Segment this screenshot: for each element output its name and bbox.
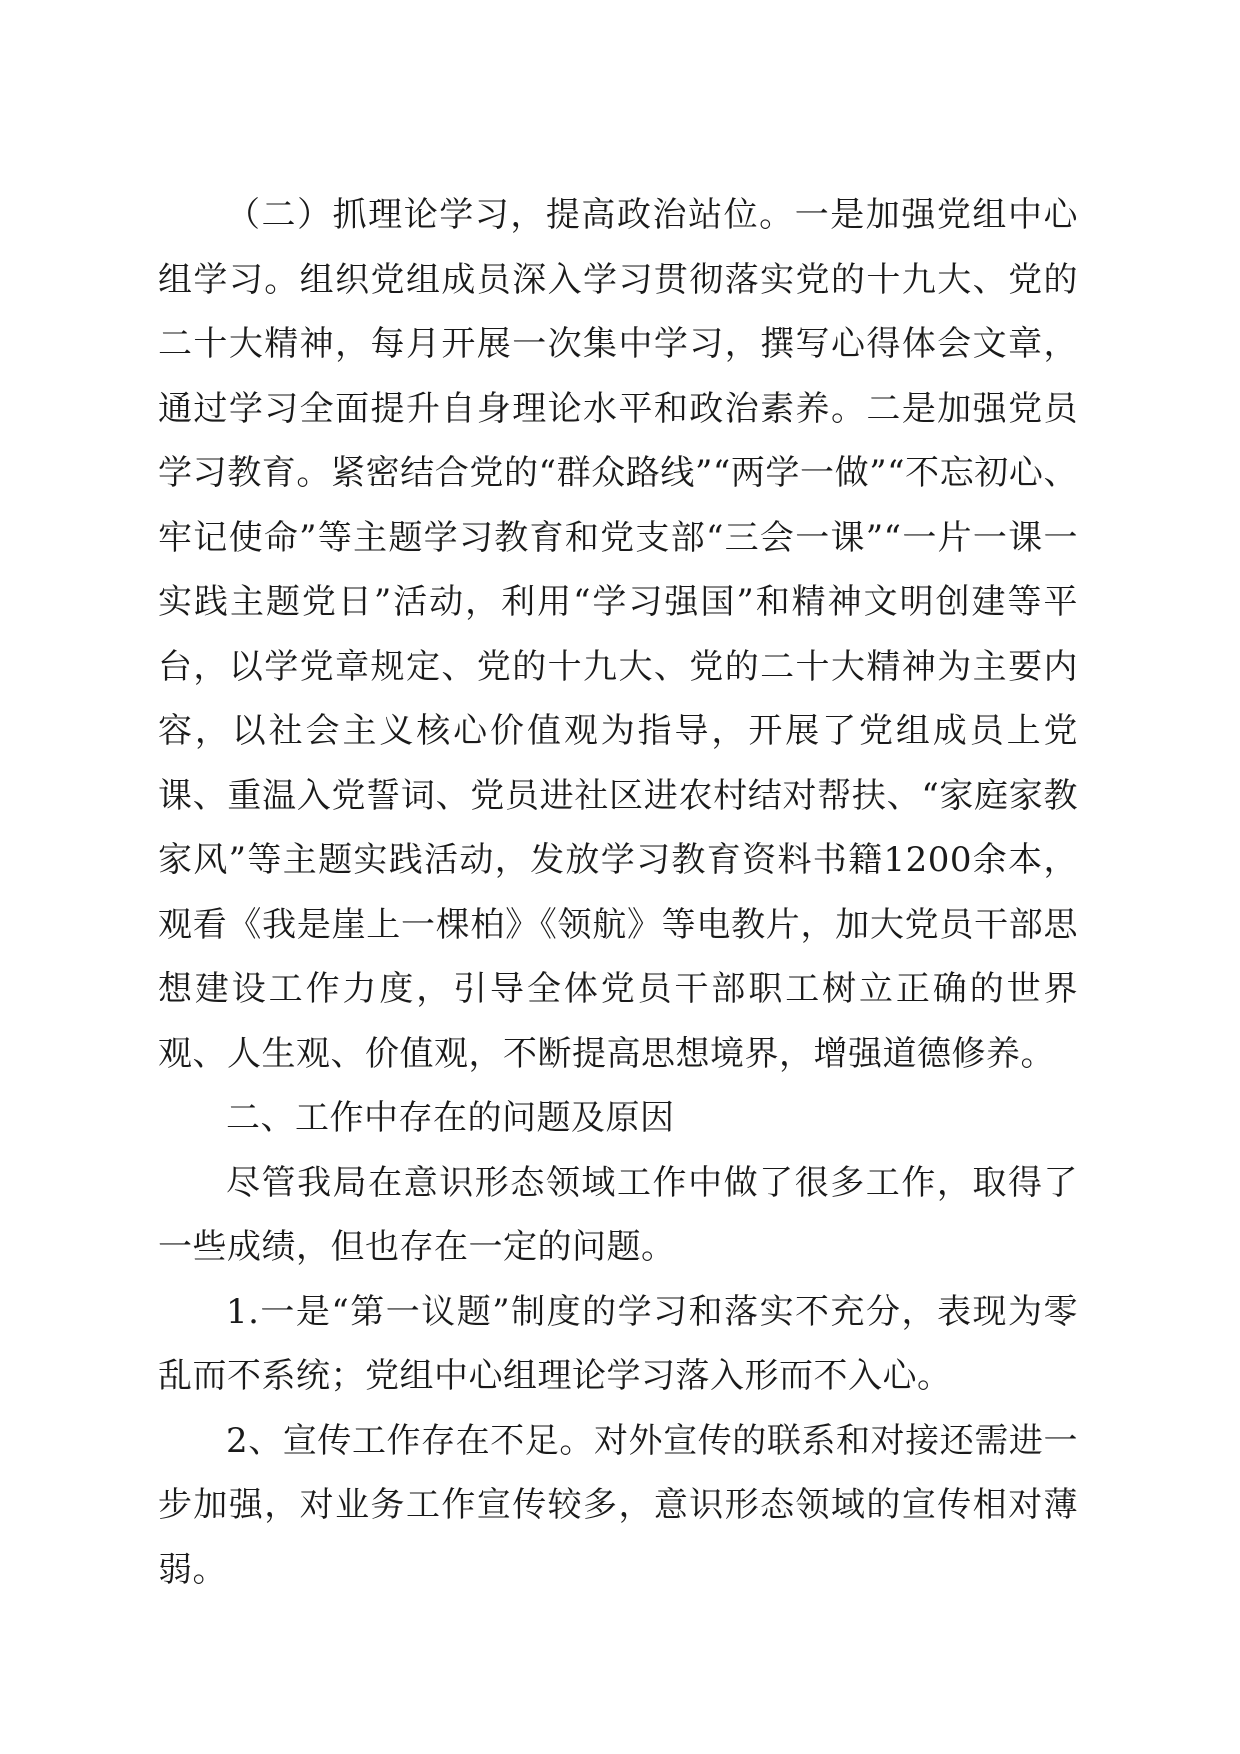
paragraph-problems-intro: 尽管我局在意识形态领域工作中做了很多工作，取得了一些成绩，但也存在一定的问题。 — [158, 1162, 1078, 1267]
paragraph-theory-study: （二）抓理论学习，提高政治站位。一是加强党组中心组学习。组织党组成员深入学习贯彻落实党的十九大、党的二十大精神，每月开展一次集中学习，撰写心得体会文章，通过学习全面提升自身理论水平和政治素养。二是加强党员学习教育。紧密结合党的“群众路线”“两学一做”“不忘初心、牢记使命”等主题学习教育和党支部“三会一课”“一片一课一实践主题党日”活动，利用“学习强国”和精神文明创建等平台，以学党章规定、党的十九大、党的二十大精神为主要内容，以社会主义核心价值观为指导，开展了党组成员上党课、重温入党誓词、党员进社区进农村结对帮扶、“家庭家教家风”等主题实践活动，发放学习教育资料书籍1200余本，观看《我是崖上一棵柏》《领航》等电教片，加大党员干部思想建设工作力度，引导全体党员干部职工树立正确的世界观、人生观、价值观，不断提高思想境界，增强道德修养。 — [158, 195, 1078, 1074]
paragraph-problem-2: 2、宣传工作存在不足。对外宣传的联系和对接还需进一步加强，对业务工作宣传较多，意识形态领域的宣传相对薄弱。 — [158, 1420, 1078, 1590]
document-body — [158, 183, 1078, 1602]
paragraph-problem-1: 1.一是“第一议题”制度的学习和落实不充分，表现为零乱而不系统；党组中心组理论学习落入形而不入心。 — [158, 1291, 1078, 1396]
section-heading-problems: 二、工作中存在的问题及原因 — [226, 1098, 675, 1138]
